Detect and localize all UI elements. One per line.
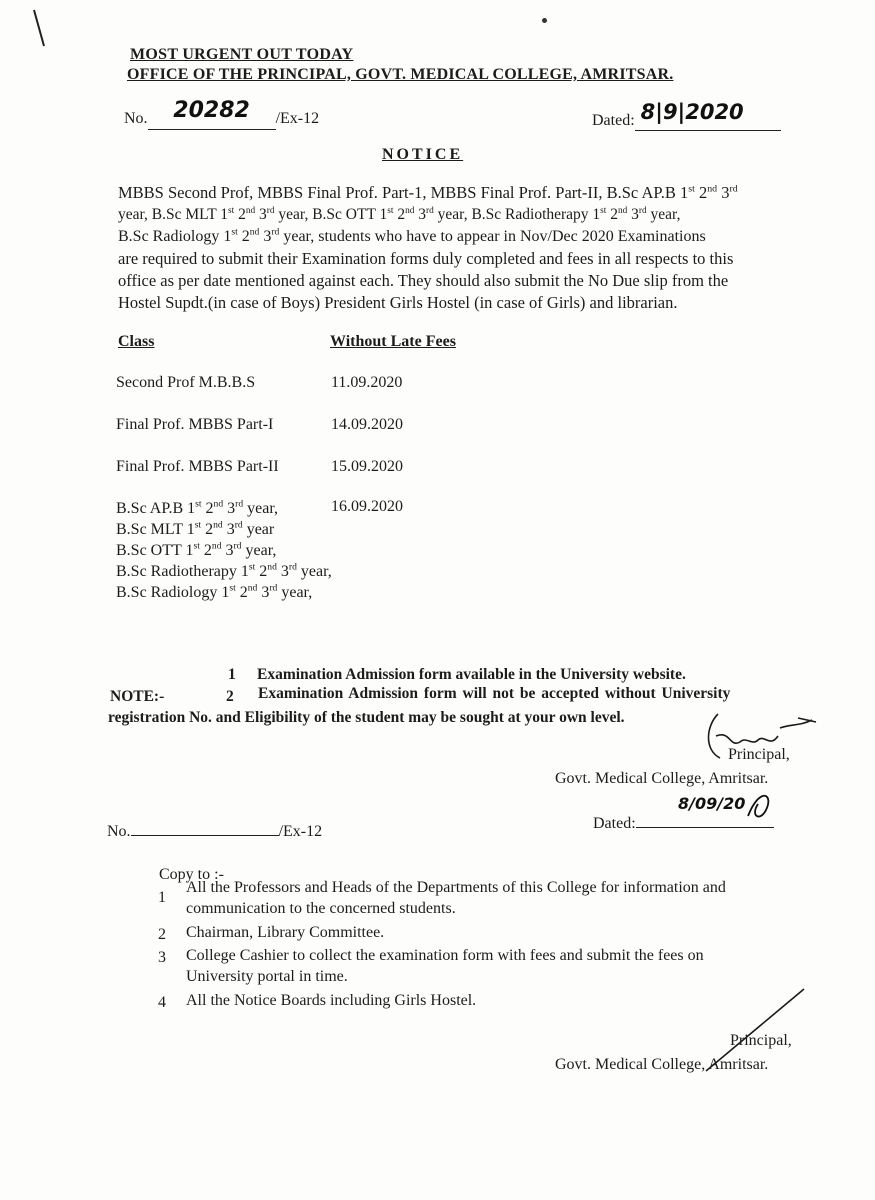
- note-1-text: Examination Admission form available in the University website.: [257, 666, 686, 683]
- no-suffix: /Ex-12: [275, 110, 320, 127]
- table-row: [116, 416, 536, 434]
- dated-field: [592, 100, 781, 131]
- reference-number: [124, 98, 320, 130]
- handwritten-date-2: 8/09/20: [678, 794, 746, 813]
- bsc-line: B.Sc Radiology 1st 2nd 3rd year,: [116, 582, 313, 601]
- body-line: year, B.Sc MLT 1st 2nd 3rd year, B.Sc OTT 1st 2nd 3rd year, B.Sc Radiotherapy 1st 2nd 3rd year,: [118, 205, 681, 223]
- table-row: [116, 458, 536, 476]
- principal-title-1: Principal,: [728, 746, 790, 763]
- handwritten-number: 20282: [173, 98, 250, 123]
- header-line-1: MOST URGENT OUT TODAY: [130, 46, 354, 63]
- item-number: 1: [158, 889, 166, 906]
- body-line: office as per date mentioned against each. They should also submit the No Due slip from the: [118, 271, 729, 290]
- item-number: 4: [158, 994, 166, 1011]
- note-2-text: Examination Admission form will not be accepted without University: [258, 685, 731, 702]
- table-header-class: Class: [118, 333, 155, 350]
- row-date: 11.09.2020: [331, 374, 403, 391]
- principal-title-2: Principal,: [730, 1032, 792, 1049]
- dot-mark: [542, 18, 547, 23]
- list-item: 2 Chairman, Library Committee.: [158, 924, 385, 943]
- table-header-date: Without Late Fees: [330, 333, 456, 350]
- bsc-line: B.Sc MLT 1st 2nd 3rd year: [116, 519, 275, 538]
- bsc-date: 16.09.2020: [331, 498, 403, 515]
- row-class: Second Prof M.B.B.S: [116, 374, 256, 391]
- note-3-text: registration No. and Eligibility of the student may be sought at your own level.: [108, 709, 625, 726]
- copy-to-heading: Copy to :-: [159, 866, 224, 883]
- body-line: MBBS Second Prof, MBBS Final Prof. Part-1, MBBS Final Prof. Part-II, B.Sc AP.B 1st 2nd 3rd: [118, 183, 738, 202]
- notice-title: NOTICE: [382, 146, 464, 163]
- row-class: Final Prof. MBBS Part-II: [116, 458, 279, 475]
- handwritten-date: 8|9|2020: [640, 100, 744, 124]
- table-row: [116, 374, 536, 392]
- bsc-line: B.Sc OTT 1st 2nd 3rd year,: [116, 540, 277, 559]
- reference-number-2: [107, 823, 322, 841]
- list-item: 4 All the Notice Boards including Girls Hostel.: [158, 992, 477, 1011]
- item-number: 2: [158, 926, 166, 943]
- pen-stroke-mark: [30, 8, 50, 48]
- list-item: 1 All the Professors and Heads of the Departments of this College for information and communication to the concerned students.: [158, 879, 726, 917]
- no-suffix-2: /Ex-12: [278, 823, 323, 840]
- no-label: No.: [124, 110, 148, 127]
- body-line: are required to submit their Examination forms duly completed and fees in all respects to this: [118, 249, 734, 268]
- bsc-line: B.Sc Radiotherapy 1st 2nd 3rd year,: [116, 561, 332, 580]
- body-line: B.Sc Radiology 1st 2nd 3rd year, students who have to appear in Nov/Dec 2020 Examinations: [118, 226, 706, 245]
- dated-field-2: [593, 815, 774, 833]
- row-date: 15.09.2020: [331, 458, 403, 475]
- body-line: Hostel Supdt.(in case of Boys) President Girls Hostel (in case of Girls) and librarian.: [118, 293, 678, 312]
- row-date: 14.09.2020: [331, 416, 403, 433]
- note-2-number: 2: [226, 688, 234, 705]
- row-class: Final Prof. MBBS Part-I: [116, 416, 274, 433]
- header-line-2: OFFICE OF THE PRINCIPAL, GOVT. MEDICAL COLLEGE, AMRITSAR.: [127, 66, 674, 83]
- college-name-1: Govt. Medical College, Amritsar.: [555, 770, 769, 787]
- note-1-number: 1: [228, 666, 236, 683]
- no-label-2: No.: [107, 823, 131, 840]
- bsc-classes: [116, 498, 332, 603]
- item-number: 3: [158, 949, 166, 966]
- college-name-2: Govt. Medical College, Amritsar.: [555, 1056, 769, 1073]
- note-label: NOTE:-: [110, 688, 165, 705]
- bsc-line: B.Sc AP.B 1st 2nd 3rd year,: [116, 498, 279, 517]
- dated-label: Dated:: [592, 112, 635, 129]
- dated-label-2: Dated:: [593, 815, 636, 832]
- notice-body: [118, 182, 798, 314]
- list-item: 3 College Cashier to collect the examination form with fees and submit the fees on University portal in time.: [158, 947, 704, 985]
